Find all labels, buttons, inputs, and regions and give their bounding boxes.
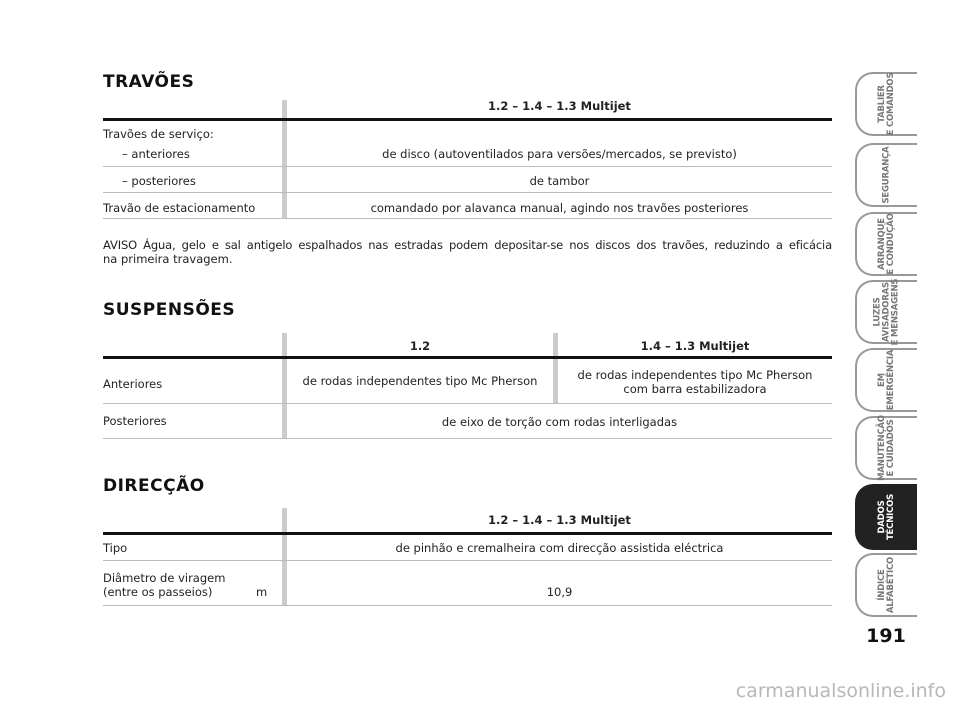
header-rule — [103, 532, 832, 535]
tab-label: ÍNDICE ALFABÉTICO — [877, 556, 896, 614]
tab-seguranca[interactable] — [855, 143, 917, 207]
watermark: carmanualsonline.info — [735, 680, 946, 702]
row-label: (entre os passeios) — [103, 585, 213, 599]
tab-indice-alfabetico[interactable] — [855, 553, 917, 617]
column-header: 1.2 — [409, 339, 431, 353]
tab-label: DADOS TÉCNICOS — [877, 493, 896, 541]
row-value: com barra estabilizadora — [623, 382, 767, 396]
row-rule — [103, 438, 832, 439]
row-value: de pinhão e cremalheira com direcção assistida eléctrica — [395, 541, 724, 555]
page-number: 191 — [866, 625, 906, 647]
row-value: de tambor — [529, 174, 590, 188]
row-rule — [103, 166, 832, 167]
row-rule — [103, 403, 832, 404]
row-value: de eixo de torção com rodas interligadas — [441, 415, 678, 429]
table-header: 1.2 – 1.4 – 1.3 Multijet — [488, 513, 631, 527]
tab-label: MANUTENÇÃO E CUIDADOS — [877, 415, 896, 481]
row-rule — [103, 218, 832, 219]
row-value: de rodas independentes tipo Mc Pherson — [302, 374, 538, 388]
tab-tablier-e-comandos[interactable] — [855, 72, 917, 136]
header-rule — [103, 118, 832, 121]
row-value: de rodas independentes tipo Mc Pherson — [577, 368, 813, 382]
row-label: Diâmetro de viragem — [103, 571, 226, 585]
tab-arranque-e-conducao[interactable] — [855, 212, 917, 276]
note-text: AVISO Água, gelo e sal antigelo espalhados nas estradas podem depositar-se nos discos dos travões, reduzindo a eficácia — [103, 238, 832, 252]
row-rule — [103, 192, 832, 193]
section-title-travoes: TRAVÕES — [103, 72, 195, 92]
row-value: 10,9 — [546, 585, 573, 599]
row-label: Posteriores — [103, 414, 167, 428]
tab-manutencao-e-cuidados[interactable] — [855, 416, 917, 480]
section-title-direccao: DIRECÇÃO — [103, 476, 205, 496]
row-label: – anteriores — [122, 147, 190, 161]
tab-label: TABLIER E COMANDOS — [877, 72, 896, 136]
column-header: 1.4 – 1.3 Multijet — [640, 339, 750, 353]
table-header: 1.2 – 1.4 – 1.3 Multijet — [488, 99, 631, 113]
tab-label: ARRANQUE E CONDUÇÃO — [877, 213, 896, 275]
row-rule — [103, 605, 832, 606]
row-value: de disco (autoventilados para versões/mercados, se previsto) — [382, 147, 737, 161]
tab-dados-tecnicos[interactable] — [855, 484, 917, 550]
unit-label: m — [256, 585, 268, 599]
tab-luzes-avisadoras[interactable] — [855, 280, 917, 344]
note-text: na primeira travagem. — [103, 252, 233, 266]
tab-em-emergencia[interactable] — [855, 348, 917, 412]
row-label: Travões de serviço: — [103, 127, 214, 141]
row-label: Tipo — [103, 541, 128, 555]
section-title-suspensoes: SUSPENSÕES — [103, 300, 236, 320]
row-label: Travão de estacionamento — [103, 201, 256, 215]
tab-label: EM EMERGÊNCIA — [877, 349, 896, 411]
row-value: comandado por alavanca manual, agindo nos travões posteriores — [370, 201, 749, 215]
row-rule — [103, 560, 832, 561]
tab-label: SEGURANÇA — [881, 146, 892, 204]
tab-label: LUZES AVISADORAS E MENSAGENS — [872, 278, 901, 346]
header-rule — [103, 356, 832, 359]
row-label: – posteriores — [122, 174, 196, 188]
row-label: Anteriores — [103, 377, 163, 391]
